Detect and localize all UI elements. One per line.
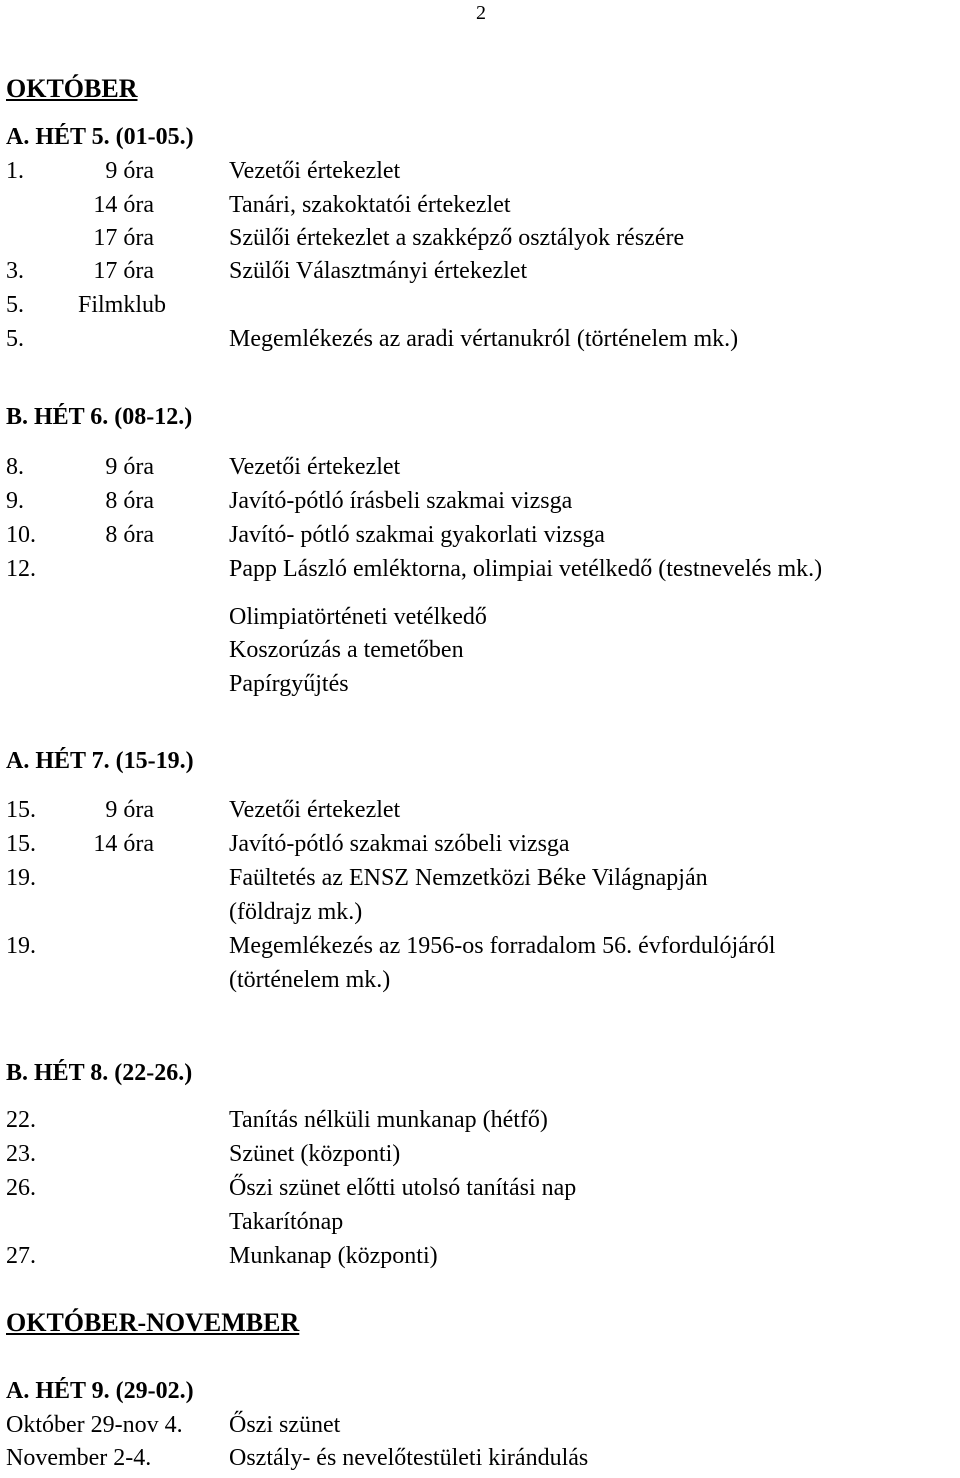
event-row <box>0 635 960 665</box>
event-title: Megemlékezés az 1956-os forradalom 56. évfordulójáról <box>229 933 776 959</box>
event-time: 8 óra <box>105 522 154 548</box>
week-heading-a9: A. HÉT 9. (29-02.) <box>6 1378 194 1404</box>
event-row <box>0 256 960 286</box>
event-row <box>0 1105 960 1135</box>
event-row <box>0 669 960 699</box>
event-title: Javító-pótló szakmai szóbeli vizsga <box>229 831 570 857</box>
event-title: Javító-pótló írásbeli szakmai vizsga <box>229 488 573 514</box>
event-title: Megemlékezés az aradi vértanukról (történelem mk.) <box>229 326 739 352</box>
event-row <box>0 1139 960 1169</box>
event-day: 22. <box>6 1107 36 1133</box>
week-heading-a7: A. HÉT 7. (15-19.) <box>6 748 194 774</box>
week-heading-a5: A. HÉT 5. (01-05.) <box>6 124 194 150</box>
event-title: Filmklub <box>78 292 167 318</box>
event-time: 9 óra <box>105 454 154 480</box>
event-day: 23. <box>6 1141 36 1167</box>
event-title: Munkanap (központi) <box>229 1243 438 1269</box>
event-row <box>0 520 960 550</box>
event-day: 19. <box>6 933 36 959</box>
month-heading-oktober-november: OKTÓBER-NOVEMBER <box>6 1308 300 1337</box>
event-day: 5. <box>6 292 24 318</box>
event-title: Vezetői értekezlet <box>229 797 401 823</box>
event-row <box>0 1443 960 1473</box>
week-heading-b6: B. HÉT 6. (08-12.) <box>6 404 193 430</box>
event-title: Osztály- és nevelőtestületi kirándulás <box>229 1445 589 1471</box>
event-title: Szülői Választmányi értekezlet <box>229 258 528 284</box>
event-time: 8 óra <box>105 488 154 514</box>
event-day: 8. <box>6 454 24 480</box>
page-number: 2 <box>476 2 486 24</box>
event-title: Takarítónap <box>229 1209 344 1235</box>
month-heading-oktober: OKTÓBER <box>6 74 138 103</box>
event-title: Szülői értekezlet a szakképző osztályok részére <box>229 225 685 251</box>
event-title: (földrajz mk.) <box>229 899 363 925</box>
event-row <box>0 897 960 927</box>
event-row <box>0 156 960 186</box>
event-row <box>0 324 960 354</box>
event-title: Tanítás nélküli munkanap (hétfő) <box>229 1107 548 1133</box>
week-heading-b8: B. HÉT 8. (22-26.) <box>6 1060 193 1086</box>
event-title: (történelem mk.) <box>229 967 391 993</box>
event-time: 17 óra <box>93 225 154 251</box>
event-row <box>0 1173 960 1203</box>
event-title: Vezetői értekezlet <box>229 454 401 480</box>
event-row <box>0 486 960 516</box>
event-time: 9 óra <box>105 797 154 823</box>
event-row <box>0 863 960 893</box>
event-row <box>0 1410 960 1440</box>
event-row <box>0 290 960 320</box>
event-row <box>0 829 960 859</box>
event-day: 10. <box>6 522 36 548</box>
event-day: 26. <box>6 1175 36 1201</box>
event-row <box>0 795 960 825</box>
event-title: Őszi szünet <box>229 1412 341 1438</box>
event-row <box>0 931 960 961</box>
event-day: 15. <box>6 831 36 857</box>
event-time: 14 óra <box>93 192 154 218</box>
event-row <box>0 554 960 584</box>
event-row <box>0 602 960 632</box>
event-title: Vezetői értekezlet <box>229 158 401 184</box>
event-title: Koszorúzás a temetőben <box>229 637 464 663</box>
event-time: 17 óra <box>93 258 154 284</box>
event-title: Papp László emléktorna, olimpiai vetélkedő (testnevelés mk.) <box>229 556 823 582</box>
event-row <box>0 1207 960 1237</box>
event-row <box>0 190 960 220</box>
event-title: Olimpiatörténeti vetélkedő <box>229 604 487 630</box>
event-day: 9. <box>6 488 24 514</box>
event-day: 27. <box>6 1243 36 1269</box>
event-date: Október 29-nov 4. <box>6 1412 183 1438</box>
event-row <box>0 1241 960 1271</box>
event-title: Őszi szünet előtti utolsó tanítási nap <box>229 1175 577 1201</box>
event-title: Papírgyűjtés <box>229 671 349 697</box>
event-title: Faültetés az ENSZ Nemzetközi Béke Világnapján <box>229 865 708 891</box>
event-title: Javító- pótló szakmai gyakorlati vizsga <box>229 522 605 548</box>
event-title: Tanári, szakoktatói értekezlet <box>229 192 511 218</box>
event-row <box>0 452 960 482</box>
event-row <box>0 223 960 253</box>
event-time: 9 óra <box>105 158 154 184</box>
event-day: 5. <box>6 326 24 352</box>
event-time: 14 óra <box>93 831 154 857</box>
event-day: 12. <box>6 556 36 582</box>
event-day: 15. <box>6 797 36 823</box>
event-row <box>0 965 960 995</box>
event-day: 19. <box>6 865 36 891</box>
event-day: 3. <box>6 258 24 284</box>
event-date: November 2-4. <box>6 1445 152 1471</box>
event-day: 1. <box>6 158 24 184</box>
event-title: Szünet (központi) <box>229 1141 401 1167</box>
